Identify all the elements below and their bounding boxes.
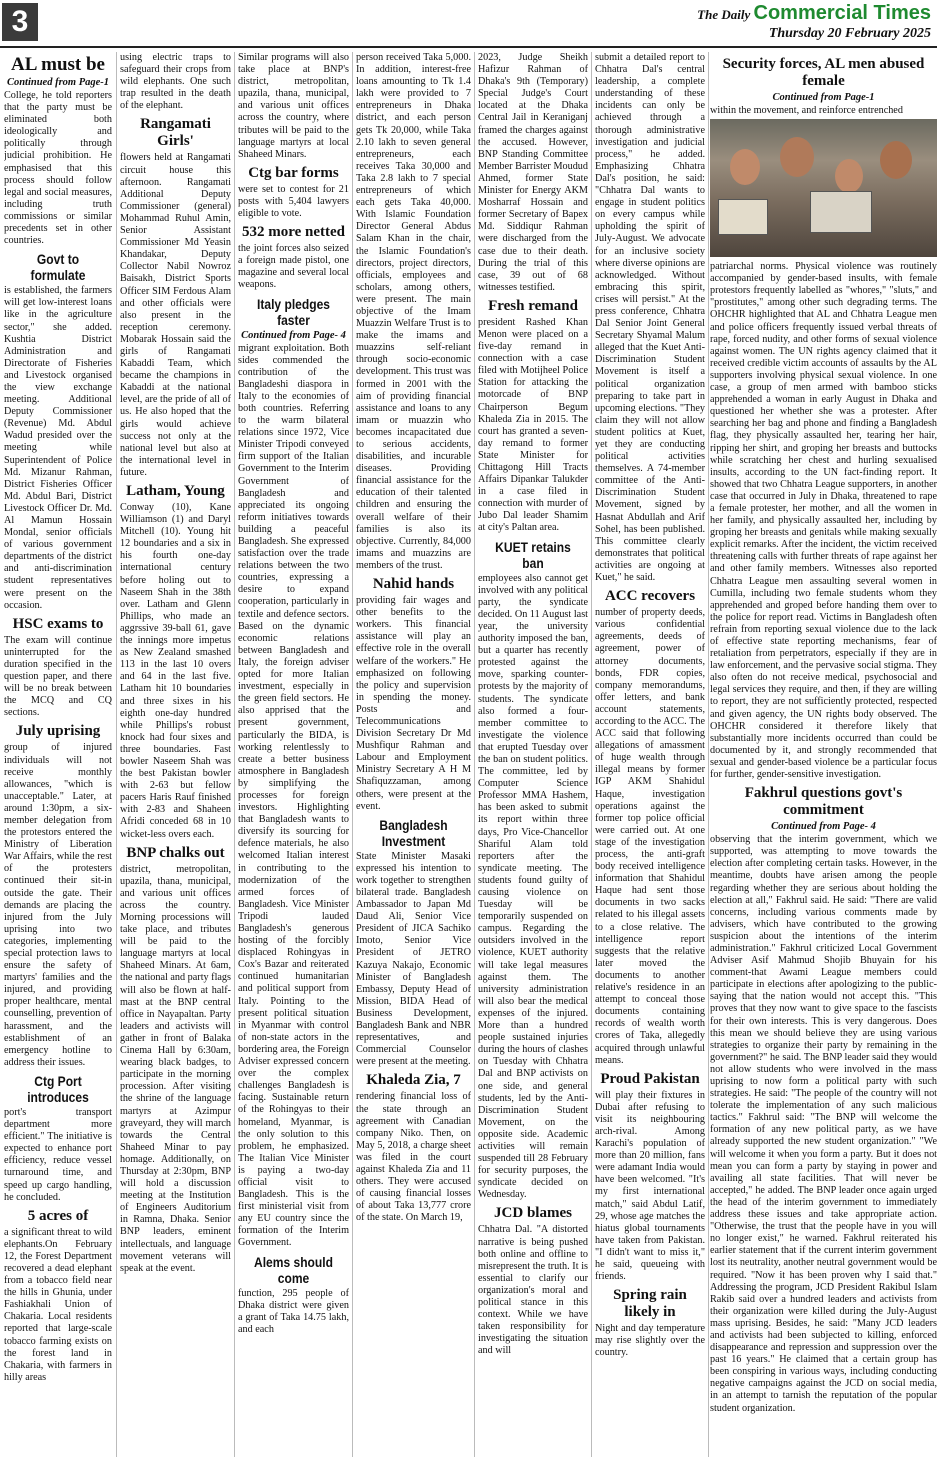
headline-5-acres: 5 acres of bbox=[27, 1207, 89, 1224]
article-text: 2023, Judge Sheikh Hafizur Rahman of Dhaka's 9th (Temporary) Special Judge's Court located at the Dhaka Central Jail in Keraniganj framed the charges against the accused. However, BNP Standing Committee Member Barrister Moudud Ahmed, former State Minister for Energy AKM Mosharraf Hossain and former Secretary of Bapex Md. Siddiqur Rahman were discharged from the case due to their death. During the trial of this case, 39 out of 68 witnesses testified. bbox=[478, 52, 588, 293]
column-2 bbox=[120, 52, 231, 1457]
article-text: The exam will continue uninterrupted for the duration specified in the question paper, and there will be no break between the MCQ and CQ sections. bbox=[4, 634, 112, 719]
article-text: observing that the interim government, which we supported, was attempting to move towards the election after completing certain tasks. However, in the meantime, doubts have arisen among the people regarding whether they are serious about holding the election at all," Fakhrul said. He said: "There are valid concerns, including various comments made by advisers, which have contributed to the growing suspicion about the intentions of the interim administration." Fakhrul criticized Local Government Adviser Asif Mahmud Shojib Bhuyain for his comment-that Awami League members could participate in elections after apologizing to the public-saying that the nation would not accept this. "This proves that they now want to give space to the fascists for their own interests. This is very dangerous. Does this mean we should believe they are using various strategies to organize their party by remaining in the government?" he said. The BNP leader said they would not allow students who were involved in the mass uprising to now form a political party with such strategies. He said: "The people of the country will not tolerate the implementation of any such malicious tactics." Fakhrul said: "The BNP will welcome the formation of any new political party, as we have already supported the new student organization." "We will welcome it when you form a party. But it does not mean you can form a party by staying in power and availing all state facilities. That will never be accepted," he added. The BNP leader once again urged the head of the interim government to immediately address these issues and take appropriate action. "Otherwise, the trust that the people have in you will no longer exist," he warned. Fakhrul reiterated his earlier statement that if the current interim government lost its neutrality, another neutral government would be required. "Now it has been proven why I said that." Addressing the program, JCD President Rakibul Islam Rakib said over a hundred leaders and activists from their organization were killed during the July-August mass uprising. Besides, he said: "Many JCD leaders and activists had been subjected to killing, enforced disappearance and repression and suppression over the past 16 years." He claimed that a certain group has been conspiring in various ways, including conducting negative campaigns against the JCD on social media, in an attempt to tarnish the reputation of the popular student organization. bbox=[710, 834, 937, 1414]
article-text: using electric traps to safeguard their crops from wild elephants. One such trap resulted in the death of the elephant. bbox=[120, 52, 231, 112]
column-1 bbox=[4, 52, 112, 1457]
headline-bnp-chalks-out: BNP chalks out bbox=[126, 844, 225, 861]
article-text: within the movement, and reinforce entrenched bbox=[710, 105, 903, 116]
headline-532-more-netted: 532 more netted bbox=[241, 224, 346, 241]
article-text: is established, the farmers will get low-interest loans like in the agriculture sector," she added. Kushtia District Administration and Directorate of Fisheries and Livestock organised the view exchange meeting. Additional Deputy Commissioner (Revenue) Md. Abdul Wadud presided over the meeting while Superintendent of Police Md. Mizanur Rahman, District Fisheries Officer Md. Abdul Bari, District Livestock Officer Dr. Md. Al Mamun Hossain Mondal, senior officials of various government departments of the district and anti-discrimination student representatives were present on the occasion. bbox=[4, 285, 112, 611]
headline-fakhrul-questions: Fakhrul questions govt's commitment bbox=[744, 785, 903, 819]
article-text: College, he told reporters that the party must be eliminated both ideologically and politically through judicial prohibition. He emphasised that this process should follow legal and social measures, including truth commissions or similar precedents set in other countries. bbox=[4, 90, 112, 247]
headline-khaleda-zia: Khaleda Zia, 7 bbox=[366, 1072, 461, 1089]
article-text: State Minister Masaki expressed his intention to work together to strengthen bilateral trade. Bangladesh Ambassador to Japan Md Daud Ali, Senior Vice President of JICA Sachiko Imoto, Senior Vice President of JETRO Kazuya Nakajo, Economic Minister of Bangladesh Embassy, Deputy Head of Mission, BIDA Head of Business Development, Bangladesh Bank and NBR representatives, and Commercial Counselor were present at the meeting. bbox=[356, 850, 471, 1068]
headline-acc-recovers: ACC recovers bbox=[604, 588, 696, 605]
issue-date: Thursday 20 February 2025 bbox=[768, 26, 931, 41]
paper-prefix: The Daily bbox=[697, 7, 751, 22]
headline-security-forces: Security forces, AL men abused female bbox=[722, 56, 925, 89]
article-text: flowers held at Rangamati circuit house this afternoon. Rangamati Additional Deputy Commissioner (general) Mohammad Ruhul Amin, Senior Assistant Commissioner Md Yeasin Khandakar, Deputy Collector Nabil Nowroz Baisakh, District Sports Officer SIM Ferdous Alam and other officials were also present in the reception ceremony. Mobarak Hossain said the girls of Rangamati Kabaddi Team, which became the champions in Kabaddi at the national level, are the pride of all of us. He also hoped that the girls would achieve success not only at the national level but also at the international level in future. bbox=[120, 152, 231, 478]
article-text: president Rashed Khan Menon were placed on a five-day remand in connection with a case filed with Motijheel Police Station for attacking the motorcade of BNP Chairperson Begum Khaleda Zia in 2015. The court has granted a seven-day remand to former State Minister for Chittagong Hill Tracts Affairs Dipankar Talukder in a case filed in connection with murder of Jubo Dal leader Shamim at city's Paltan area. bbox=[478, 316, 588, 534]
article-text: rendering financial loss of the state through an agreement with Canadian company Niko. Then, on May 5, 2018, a charge sheet was filed in the court against Khaleda Zia and 11 others. They were accused of causing financial losses of about Taka 13,777 crore of the state. On March 19, bbox=[356, 1091, 471, 1224]
column-4 bbox=[356, 52, 471, 1457]
paper-name: Commercial Times bbox=[753, 2, 931, 24]
headline-fresh-remand: Fresh remand bbox=[488, 297, 578, 314]
article-text: were set to contest for 21 posts with 5,404 lawyers eligible to vote. bbox=[238, 183, 349, 220]
article-text: district, metropolitan, upazila, thana, municipal, and various unit offices across the country. Morning processions will take place, and tributes will be paid to the language martyrs at local Shaheed Minars. At 6am, the national and party flags will also be flown at half-mast at the BNP central office in Nayapaltan. Party leaders and activists will gather in front of Balaka Cinema Hall by 6:30am, wearing black badges, to participate in the morning procession. After visiting the shrine of the language martyrs at Azimpur graveyard, they will march towards the Central Shaheed Minar to pay homage. Additionally, on Thursday at 2:30pm, BNP will hold a discussion meeting at the Institution of Engineers Auditorium in Ramna, Dhaka. Senior BNP leaders, eminent intellectuals, and language movement veterans will speak at the event. bbox=[120, 863, 231, 1274]
article-text: employees also cannot get involved with any political party, the syndicate decided. On 11 August last year, the university authority imposed the ban, but a quarter has recently protested against the move, sparking counter-protests by the majority of students. The syndicate also formed a four-member committee to investigate the violence that erupted Tuesday over the ban on student politics. The committee, led by Computer Science Professor MMA Hashem, has been asked to submit its report within three days, Pro Vice-Chancellor Shariful Alam told reporters after the syndicate meeting. The students found guilty of causing violence on Tuesday will be temporarily suspended on campus. Regarding the outsiders involved in the violence, KUET authority will take legal measures against them. The university administration will also bear the medical expenses of the injured. More than a hundred people sustained injuries during the hours of clashes on Tuesday with Chhatra Dal and BNP activists on one side, and general students, led by the Anti-Discrimination Student Movement, on the opposite side. Academic activities will remain suspended till 28 February for security purposes, the syndicate decided on Wednesday. bbox=[478, 572, 588, 1201]
headline-latham-young: Latham, Young bbox=[126, 483, 225, 499]
protest-photo bbox=[710, 119, 937, 257]
continued-note: Continued from Page- 4 bbox=[771, 821, 876, 833]
masthead bbox=[0, 0, 937, 48]
article-text: function, 295 people of Dhaka district were given a grant of Taka 14.75 lakh, and each bbox=[238, 1287, 349, 1335]
continued-note: Continued from Page- 4 bbox=[241, 329, 346, 341]
article-text: Similar programs will also take place at BNP's district, metropolitan, upazila, thana, municipal, and various unit offices across the country, where tributes will be paid to the language martyrs at local Shaheed Minars. bbox=[238, 52, 349, 160]
brand bbox=[697, 2, 931, 42]
page-columns bbox=[4, 52, 937, 1457]
article-text: migrant exploitation. Both sides commended the contribution of the Bangladeshi diaspora in Italy to the economies of both countries. Referring to the warm bilateral relations since 1972, Vice Minister Tripodi conveyed firm support of the Italian Government to the Interim Government of Bangladesh and appreciated its ongoing reform initiatives towards building a peaceful Bangladesh. She expressed satisfaction over the trade relations between the two countries, expressing a desire to expand cooperation, particularly in textile and defence sectors. Based on the dynamic economic relations between Bangladesh and Italy, the foreign adviser opted for more Italian investment, especially in the green field sectors. He also apprised that the present government, particularly the BIDA, is working relentlessly to create a better business atmosphere in Bangladesh by simplifying the processes for foreign investors. Highlighting that Bangladesh wants to diversify its sourcing for defence materials, he also welcomed Italian interest in contributing to the modernization of the armed forces of Bangladesh. Vice Minister Tripodi lauded Bangladesh's generous hosting of the forcibly displaced Rohingyas in Cox's Bazar and reiterated continued humanitarian and political support from Italy. Pointing to the present political situation in Myanmar with control of non-state actors in the bordering area, the Foreign Adviser expressed concern over the complex challenges Bangladesh is facing. Sustainable return of the Rohingyas to their homeland, Myanmar, is the only solution to this problem, he emphasized. The Italian Vice Minister is paying a two-day official visit to Bangladesh. This is the first ministerial visit from any EU country since the formation of the Interim Government. bbox=[238, 342, 349, 1249]
paper-title bbox=[697, 2, 931, 25]
headline-hsc-exams: HSC exams to bbox=[12, 615, 104, 632]
continued-note: Continued from Page-1 bbox=[6, 77, 110, 88]
article-text: person received Taka 5,000. In addition, interest-free loans amounting to Tk 1.4 lakh were provided to 7 entrepreneurs in Dhaka district, and each person gets Tk 20,000, while Taka 2.10 lakh to seven general entrepreneurs, each receives Taka 30,000 and Taka 2.8 lakh to 7 special entrepreneurs of which each gets Taka 40,000. With Islamic Foundation Director General Abdus Salam Khan in the chair, the Islamic Foundation's directors, project directors, officials, employees and scholars, among others, were present. The main objective of the Imam Muazzin Welfare Trust is to make the imams and muazzins self-reliant through socio-economic development. This trust was formed in 2001 with the aim of providing financial assistance and loans to any imam or muazzin who becomes incapacitated due to serious accidents, disabilities, and incurable diseases. Providing financial assistance for the education of their talented children and ensuring the overall welfare of their families is also its objective. Currently, 84,000 imams and muazzins are members of the trust. bbox=[356, 52, 471, 571]
headline-italy-pledges: Italy pledges faster bbox=[257, 295, 330, 328]
headline-kuet-retains-ban: KUET retains ban bbox=[495, 538, 571, 571]
column-5 bbox=[478, 52, 588, 1457]
article-text: will play their fixtures in Dubai after refusing to visit its neighbouring arch-rival. Among Karachi's population of more than 20 million, fans were adamant India would have been welcomed. "It's my first international match," said Abdul Latif, 29, whose age matches the hiatus global tournaments have taken from Pakistan. "I didn't want to miss it," he said, queueing with friends. bbox=[595, 1089, 705, 1283]
headline-al-must-be: AL must be bbox=[11, 54, 105, 75]
headline-govt-to-formulate: Govt to formulate bbox=[30, 251, 86, 284]
article-text: patriarchal norms. Physical violence was routinely accompanied by gender-based insults, with female protestors frequently labelled as "whores," "sluts," and "prostitutes," among other such degrading terms. The OHCHR highlighted that AL and Chhatra League men and police officers frequently issued verbal threats of rape, forced nudity, and other forms of sexual violence against women. The UN rights agency claimed that it received credible victim accounts of assaults by the AL supporters involving physical sexual violence. In one case, a group of men armed with bamboo sticks apprehended a woman in early August in Dhaka and questioned her whether she was a protester. After searching her bag and phone and finding a Bangladesh flag, they physically assaulted her, tearing her hair, ripping her shirt, and groping her breasts and buttocks while scratching her chest and hurling sexualised insults, according to the UN fact-finding report. It showed that two Chhatra League supporters, in another case that occurred in July in Dhaka, threatened to rape a female protester, her mother, and all the women in her family, and physically assaulted her, including by groping her breasts and genitals while making sexually explicit remarks. After the incident, the victim received threatening calls with further threats of rape against her and other family members. Witnesses also reported Chhatra League men assaulting several women in Cumilla, including two female students whom they apprehended and groped before handing them over to the police for report read. Victims in Bangladesh often refrain from reporting sexual violence due to the lack of effective state reporting mechanisms, fear of retaliation from perpetrators, especially if they are in law enforcement, and the pervasive social stigma. They also often do not receive medical, psychosocial and legal services they require, and then, if they are willing to report, they are not sufficiently protected, respected and given agency, the UN rights body observed. The OHCHR considered it therefore likely that substantially more incidents occurred than could be documented by it, and strongly recommended that sexual and gender-based violence be a particular focus for further, gender-sensitive investigation. bbox=[710, 261, 937, 781]
column-7 bbox=[710, 52, 937, 1457]
column-6 bbox=[595, 52, 705, 1457]
article-text: submit a detailed report to Chhatra Dal's central leadership, a complete understanding of these incidents can only be achieved through a thorough administrative investigation and judicial process," he added. Emphasizing Chhatra Dal's position, he said: "Chhatra Dal wants to engage in student politics on every campus while upholding the spirit of July-August. We advocate for an inclusive society where diverse opinions are acknowledged. Without embracing this spirit, crises will persist." At the press conference, Chhatra Dal Senior Joint General Secretary Shyamal Malum alleged that the Kuet Anti-Discrimination Student Movement is itself a political organization preparing to take part in upcoming elections. "They claim they will not allow student politics at Kuet, yet they are conducting political activities themselves. A 74-member committee of the Anti-Discrimination Student Movement, signed by Hasnat Abdullah and Arif Sohel, has been published. This committee clearly demonstrates that political activities are ongoing at Kuet," he said. bbox=[595, 52, 705, 584]
continued-note: Continued from Page-1 bbox=[772, 92, 875, 103]
page-number: 3 bbox=[2, 3, 38, 41]
article-text: Chhatra Dal. "A distorted narrative is being pushed both online and offline to misrepresent the truth. It is essential to clarify our organization's moral and political stance in this context. While we have taken responsibility for investigating the situation and will bbox=[478, 1224, 588, 1357]
headline-july-uprising: July uprising bbox=[15, 723, 101, 740]
headline-proud-pakistan: Proud Pakistan bbox=[600, 1070, 700, 1087]
headline-spring-rain: Spring rain likely in bbox=[613, 1287, 687, 1321]
article-text: Conway (10), Kane Williamson (1) and Daryl Mitchell (10). Young hit 12 boundaries and a six in his fourth one-day international century before holing out to Naseem Shah in the 38th over. Latham and Glenn Phillips, who made an aggrssive 39-ball 61, gave the innings more impetus as New Zealand smashed 113 in the last 10 overs and 64 in the last five. Latham hit 10 boundaries and three sixes in his eighth one-day hundred while Phillips's robust knock had four sixes and three boundaries. Fast bowler Naseem Shah was the best Pakistan bowler with 2-63 but fellow pacers Haris Rauf finished with 2-83 and Shaheen Afridi conceded 68 in 10 wicket-less overs each. bbox=[120, 502, 231, 840]
headline-ctg-bar-forms: Ctg bar forms bbox=[248, 164, 339, 181]
article-text: port's transport department more efficient." The initiative is expected to enhance port efficiency, reduce vessel turnaround time, and speed up cargo handling, he concluded. bbox=[4, 1106, 112, 1203]
article-text: number of property deeds, various confidential agreements, deeds of agreement, power of attorney documents, bonds, FDR copies, company memorandums, offer letters, and bank account statements, according to the ACC. The ACC said that following allegations of amassment of huge wealth through illegal means by former IGP AKM Shahidul Haque, investigation operations against the former top police official were carried out. At one stage of the investigation process, the anti-graft body received intelligence information that Shahidul Haque had sent those documents in two sacks related to his illegal assets to a close relative. The intelligence report suggests that the relative later moved the documents to another relative's residence in an attempt to conceal those documents containing records of wealth worth crores of Taka, allegedly acquired through unlawful means. bbox=[595, 607, 705, 1066]
headline-ctg-port: Ctg Port introduces bbox=[27, 1072, 89, 1105]
headline-bangladesh-investment: Bangladesh Investment bbox=[379, 816, 448, 849]
headline-jcd-blames: JCD blames bbox=[494, 1205, 572, 1222]
headline-alems-should-come: Alems should come bbox=[254, 1253, 333, 1286]
headline-nahid-hands: Nahid hands bbox=[372, 576, 455, 593]
article-text: providing fair wages and other benefits to the workers. This financial assistance will play an effective role in the overall welfare of the workers." He emphasized on following the policy and supervision in spending the money. Posts and Telecommunications Division Secretary Dr Md Mushfiqur Rahman and Labour and Employment Ministry Secretary A H M Shafiquzzaman, among others, were present at the event. bbox=[356, 595, 471, 812]
headline-rangamati-girls: Rangamati Girls' bbox=[140, 116, 211, 150]
article-text: Night and day temperature may rise slightly over the country. bbox=[595, 1323, 705, 1359]
article-text: the joint forces also seized a foreign made pistol, one magazine and several local weapons. bbox=[238, 243, 349, 291]
article-text: a significant threat to wild elephants.On February 12, the Forest Department recovered a dead elephant from a tobacco field near the hills in Ghunia, under Fashiakhali Union of Chakaria. Local residents reported that large-scale tobacco farming exists on the forest land in Chakaria, with farmers in hilly areas bbox=[4, 1226, 112, 1383]
column-3 bbox=[238, 52, 349, 1457]
article-text: group of injured individuals will not receive monthly allowances, "which is unacceptable." Later, at around 1:30pm, a six-member delegation from the protestors entered the Ministry of Liberation War Affairs, while the rest of the protesters continued their sit-in outside the gate. Their demands are placing the injured from the July uprising into two categories, implementing special protection laws to ensure the safety of martyrs' families and the injured, and providing proper healthcare, mental counselling, prevention of harassment, and the establishment of an emergency hotline to address their issues. bbox=[4, 742, 112, 1068]
